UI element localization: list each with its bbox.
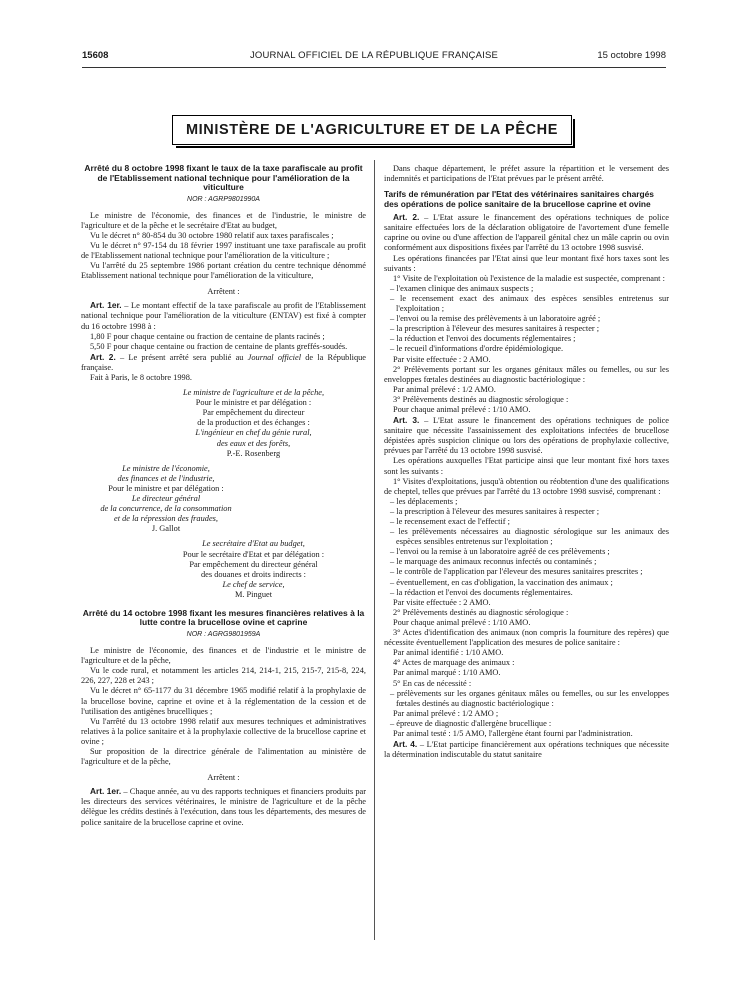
list-item: – la rédaction et l'envoi des documents réglementaires. [390, 587, 573, 597]
decree-1-nor: NOR : AGRP9801990A [187, 195, 260, 203]
fee: Par animal prélevé : 1/2 AMO ; [393, 708, 499, 718]
column-divider [374, 160, 375, 940]
list-heading: 3° Actes d'identification des animaux (non compris la fourniture des repères) que nécessite éventuellement l'application des mesures de police sanitaire : [384, 628, 669, 648]
decree-2-preamble: Le ministre de l'économie, des finances et de l'industrie et le ministre de l'agriculture et de la pêche, [81, 646, 366, 666]
signature-block-1: Le ministre de l'agriculture et de la pêche, Pour le ministre et par délégation : Par empêchement du directeur de la production et des échanges : L'ingénieur en chef du génie rural, des eaux et des forêts, P.-E. Rosenberg [81, 388, 366, 459]
decree-2-article-1-cont: Dans chaque département, le préfet assure la répartition et le versement des indemnités et participations de l'Etat prévues par le présent arrêté. [384, 164, 669, 184]
decree-1-visa-1: Vu le décret n° 80-854 du 30 octobre 1980 relatif aux taxes parafiscales ; [90, 230, 334, 240]
list-item: – l'envoi ou la remise à un laboratoire agréé de ces prélèvements ; [390, 547, 610, 557]
signature-block-2: Le ministre de l'économie, des finances et de l'industrie, Pour le ministre et par délégation : Le directeur général de la concurrence, de la consommation et de la répression des fraudes, J. Gallot [81, 464, 251, 535]
list-item: – la réduction et l'envoi des documents réglementaires ; [390, 334, 576, 344]
list-item: – l'examen clinique des animaux suspects ; [390, 283, 534, 293]
list-item: – l'envoi ou la remise des prélèvements à un laboratoire agréé ; [390, 314, 601, 324]
decree-1-article-2: Art. 2. – Le présent arrêté sera publié au Journal officiel de la République française. [81, 351, 367, 372]
fee: Par animal identifié : 1/10 AMO. [393, 648, 504, 658]
decree-1-done-at: Fait à Paris, le 8 octobre 1998. [90, 373, 192, 382]
decree-2-article-1: Art. 1er. – Chaque année, au vu des rapports techniques et financiers produits par les directeurs des services vétérinaires, le ministre de l'agriculture et de la pêche délègue les crédits destinés à l'exécution, dans tous les départements, des mesures de police sanitaire de la brucellose caprine et ovine. [81, 786, 366, 827]
decree-2-article-2: Art. 2. – L'Etat assure le financement des opérations techniques de police sanitaire effectuées lors de la déclaration obligatoire de l'avortement d'une femelle caprine ou ovine ou d'une affection de l'appareil génital chez un mâle caprin ou ovin conformément aux dispositions fixées par l'arrêté du 13 octobre 1998 susvisé. [384, 212, 669, 253]
list-heading: 2° Prélèvements destinés au diagnostic sérologique : [393, 607, 569, 617]
signatory-name: J. Gallot [151, 524, 181, 534]
signature-block-3: Le secrétaire d'Etat au budget, Pour le secrétaire d'Etat et par délégation : Par empêchement du directeur général des douanes et droits indirects : Le chef de service, M. Pinguet [81, 539, 366, 600]
fee: Par animal marqué : 1/10 AMO. [393, 668, 501, 678]
list-item: – épreuve de diagnostic d'allergène brucellique : [390, 718, 552, 728]
list-item: – le marquage des animaux reconnus infectés ou contaminés ; [390, 557, 597, 567]
decree-1-rate-1: 1,80 F pour chaque centaine ou fraction de centaine de plants racinés ; [90, 331, 325, 341]
decree-1-preamble: Le ministre de l'économie, des finances et de l'industrie, le ministre de l'agriculture et de la pêche et le secrétaire d'Etat au budget, [81, 210, 366, 230]
list-item: – les prélèvements nécessaires au diagnostic sérologique sur les animaux des espèces sensibles entretenus sur l'exploitation ; [390, 527, 669, 547]
list-item: – la prescription à l'éleveur des mesures sanitaires à respecter ; [390, 324, 600, 334]
decree-1-arretent: Arrêtent : [207, 287, 240, 297]
list-item: – prélèvements sur les organes génitaux mâles ou femelles, ou sur les enveloppes fœtales destinés au diagnostic bactériologique : [390, 688, 669, 708]
list-heading: 2° Prélèvements portant sur les organes génitaux mâles ou femelles, ou sur les enveloppes fœtales destinées au diagnostic bactériologique : [384, 364, 669, 384]
fee: Par visite effectuée : 2 AMO. [393, 597, 491, 607]
signatory-name: P.-E. Rosenberg [226, 448, 281, 458]
paragraph: Les opérations financées par l'Etat ainsi que leur montant fixé hors taxes sont les suivants : [384, 253, 669, 273]
decree-2-title: Arrêté du 14 octobre 1998 fixant les mesures financières relatives à la lutte contre la brucellose ovine et caprine [82, 607, 365, 628]
list-item: – les déplacements ; [390, 496, 458, 506]
list-item: – le recueil d'informations d'ordre épidémiologique. [390, 344, 564, 354]
issue-date: 15 octobre 1998 [597, 50, 666, 61]
left-column [81, 164, 366, 828]
decree-2-arretent: Arrêtent : [207, 773, 240, 783]
ministry-heading: MINISTÈRE DE L'AGRICULTURE ET DE LA PÊCHE [172, 115, 572, 145]
page-number: 15608 [82, 50, 109, 61]
decree-2-article-4: Art. 4. – L'Etat participe financièrement aux opérations techniques que nécessite la détermination indiscutable du statut sanitaire [384, 739, 669, 760]
list-heading: 5° En cas de nécessité : [393, 678, 472, 688]
signatory-name: M. Pinguet [234, 589, 273, 599]
list-heading: 1° Visite de l'exploitation où l'existence de la maladie est suspectée, comprenant : [393, 273, 665, 283]
fee: Par animal testé : 1/5 AMO, l'allergène étant fourni par l'administration. [393, 728, 633, 738]
fee: Pour chaque animal prélevé : 1/10 AMO. [393, 404, 531, 414]
list-item: – éventuellement, en cas d'obligation, la vaccination des animaux ; [390, 577, 613, 587]
page-header [82, 50, 666, 66]
decree-1-visa-3: Vu l'arrêté du 25 septembre 1986 portant création du centre technique dénommé Etablissement national technique pour l'amélioration de la viticulture, [81, 261, 366, 281]
decree-2-visa-3: Vu l'arrêté du 13 octobre 1998 relatif aux mesures techniques et administratives relatives à la police sanitaire et à la prophylaxie collective de la brucellose caprine et ovine ; [81, 716, 366, 746]
header-rule [82, 67, 666, 68]
list-item: – le recensement exact des animaux des espèces sensibles entretenus sur l'exploitation ; [390, 293, 669, 314]
list-heading: 1° Visites d'exploitations, jusqu'à obtention ou réobtention d'une des qualifications de cheptel, telles que prévues par l'arrêté du 13 octobre 1998 susvisé, comprenant : [384, 476, 669, 496]
decree-2-article-3: Art. 3. – L'Etat assure le financement des opérations techniques de police sanitaire que nécessite l'assainissement des exploitations infectées de brucellose dépistées après suspicion clinique ou lors des opérations de prophylaxie collective, prévues par l'arrêté du 13 octobre 1998 susvisé. [384, 415, 669, 456]
section-title: Tarifs de rémunération par l'Etat des vétérinaires sanitaires chargés des opérations de police sanitaire de la brucellose caprine et ovine [384, 189, 654, 209]
fee: Pour chaque animal prélevé : 1/10 AMO. [393, 617, 531, 627]
list-heading: 4° Actes de marquage des animaux : [393, 658, 515, 668]
decree-2-visa-2: Vu le décret n° 65-1177 du 31 décembre 1965 modifié relatif à la prophylaxie de la brucellose bovine, caprine et ovine et à la réglementation de la cession et de l'utilisation des antigènes brucelliques ; [81, 686, 366, 716]
decree-2-visa-1: Vu le code rural, et notamment les articles 214, 214-1, 215, 215-7, 215-8, 224, 226, 227, 228 et 243 ; [81, 666, 366, 686]
list-item: – le contrôle de l'application par l'éleveur des mesures sanitaires prescrites ; [390, 567, 643, 577]
fee: Par animal prélevé : 1/2 AMO. [393, 384, 496, 394]
paragraph: Les opérations auxquelles l'Etat participe ainsi que leur montant fixé hors taxes sont les suivants : [384, 456, 669, 476]
decree-1-rate-2: 5,50 F pour chaque centaine ou fraction de centaine de plants greffés-soudés. [90, 341, 348, 351]
fee: Par visite effectuée : 2 AMO. [393, 354, 491, 364]
journal-title: JOURNAL OFFICIEL DE LA RÉPUBLIQUE FRANÇAISE [249, 50, 499, 61]
list-item: – le recensement exact de l'effectif ; [390, 517, 510, 526]
list-heading: 3° Prélèvements destinés au diagnostic sérologique : [393, 394, 569, 404]
decree-1-title: Arrêté du 8 octobre 1998 fixant le taux de la taxe parafiscale au profit de l'Etablissement national technique pour l'amélioration de la viticulture [84, 163, 363, 192]
decree-2-nor: NOR : AGRG9801959A [186, 630, 261, 638]
right-column [384, 164, 669, 760]
list-item: – la prescription à l'éleveur des mesures sanitaires à respecter ; [390, 506, 600, 516]
decree-2-proposal: Sur proposition de la directrice générale de l'alimentation au ministère de l'agriculture et de la pêche, [81, 747, 366, 767]
decree-1-visa-2: Vu le décret n° 97-154 du 18 février 1997 instituant une taxe parafiscale au profit de l'Etablissement national technique pour l'amélioration de la viticulture ; [81, 240, 366, 260]
decree-1-article-1: Art. 1er. – Le montant effectif de la taxe parafiscale au profit de l'Etablissement national technique pour l'amélioration de la viticulture (ENTAV) est fixé à compter du 16 octobre 1998 à : [81, 300, 367, 331]
